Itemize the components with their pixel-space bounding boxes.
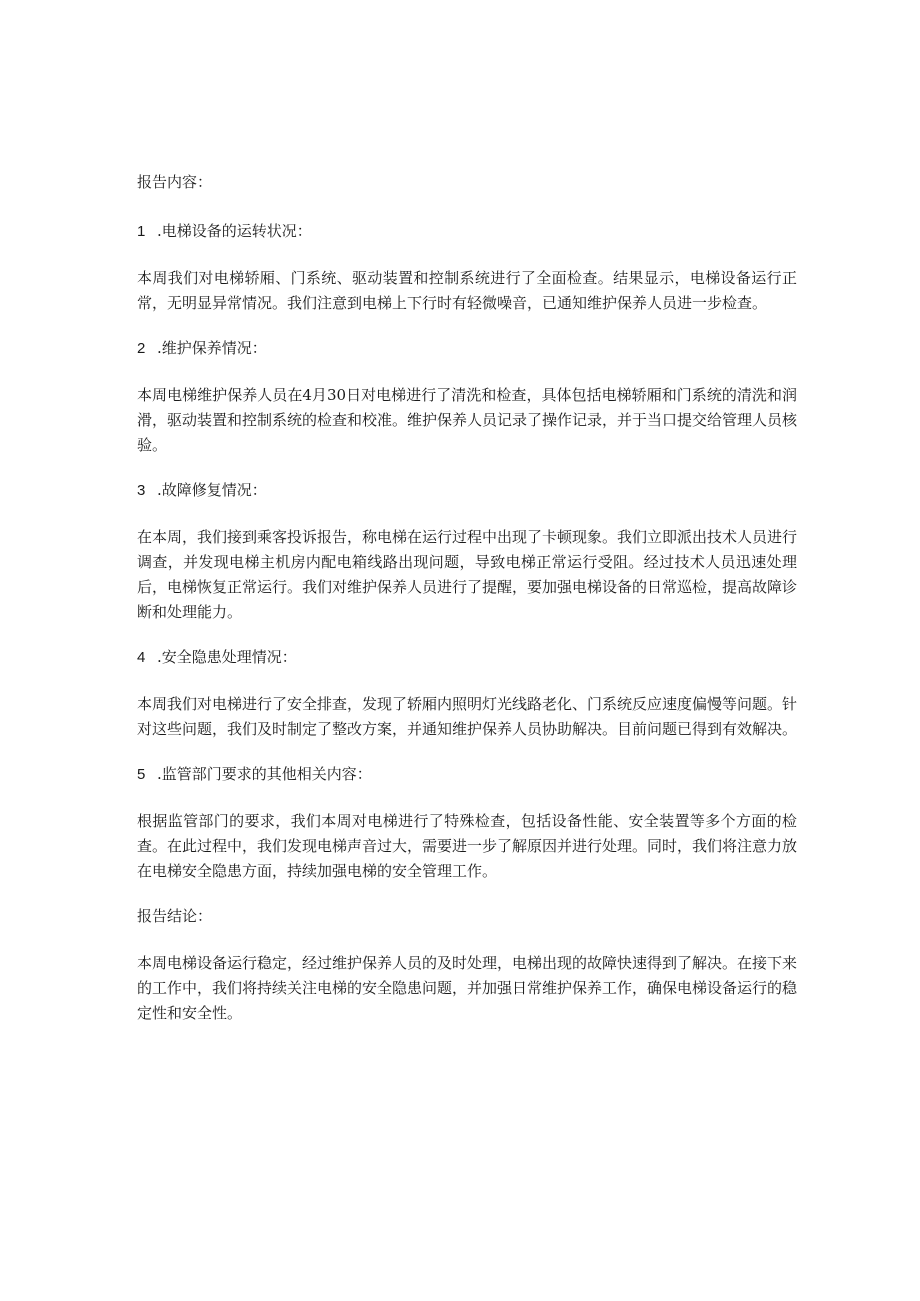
section-4-body: 本周我们对电梯进行了安全排查，发现了轿厢内照明灯光线路老化、门系统反应速度偏慢等问题。针对这些问题，我们及时制定了整改方案，并通知维护保养人员协助解决。目前问题已得到有效解决。 — [137, 695, 798, 738]
section-5-title — [137, 762, 797, 787]
section-1-title — [137, 219, 797, 244]
section-4-title — [137, 645, 797, 670]
section-4-number: 4 — [137, 649, 146, 666]
section-2-title — [137, 336, 797, 361]
section-1-body: 本周我们对电梯轿厢、门系统、驱动装置和控制系统进行了全面检查。结果显示，电梯设备运行正常，无明显异常情况。我们注意到电梯上下行时有轻微噪音，已通知维护保养人员进一步检查。 — [137, 269, 797, 312]
section-2-number: 2 — [137, 340, 146, 357]
section-3-number: 3 — [137, 482, 146, 499]
section-3-body: 在本周，我们接到乘客投诉报告，称电梯在运行过程中出现了卡顿现象。我们立即派出技术人员进行调查，并发现电梯主机房内配电箱线路出现问题，导致电梯正常运行受阻。经过技术人员迅速处理后，电梯恢复正常运行。我们对维护保养人员进行了提醒，要加强电梯设备的日常巡检，提高故障诊断和处理能力。 — [137, 528, 798, 621]
section-2-title-text: .维护保养情况： — [157, 339, 267, 357]
section-5-body: 根据监管部门的要求，我们本周对电梯进行了特殊检查，包括设备性能、安全装置等多个方面的检查。在此过程中，我们发现电梯声音过大，需要进一步了解原因并进行处理。同时，我们将注意力放在电梯安全隐患方面，持续加强电梯的安全管理工作。 — [137, 812, 798, 880]
section-3-title — [137, 478, 797, 503]
report-conclusion-heading: 报告结论： — [137, 907, 213, 925]
section-2-body: 本周电梯维护保养人员在4月30日对电梯进行了清洗和检查，具体包括电梯轿厢和门系统的清洗和润滑，驱动装置和控制系统的检查和校准。维护保养人员记录了操作记录，并于当口提交给管理人员核验。 — [137, 386, 798, 454]
report-content-heading: 报告内容： — [137, 173, 213, 191]
section-1-title-text: .电梯设备的运转状况： — [157, 222, 312, 240]
document-page — [137, 170, 797, 1046]
section-5-title-text: .监管部门要求的其他相关内容： — [157, 765, 372, 783]
section-5-number: 5 — [137, 766, 146, 783]
report-conclusion-body: 本周电梯设备运行稳定，经过维护保养人员的及时处理，电梯出现的故障快速得到了解决。在接下来的工作中，我们将持续关注电梯的安全隐患问题，并加强日常维护保养工作，确保电梯设备运行的稳定性和安全性。 — [137, 954, 798, 1022]
section-3-title-text: .故障修复情况： — [157, 481, 267, 499]
section-1-number: 1 — [137, 223, 146, 240]
section-4-title-text: .安全隐患处理情况： — [157, 648, 297, 666]
